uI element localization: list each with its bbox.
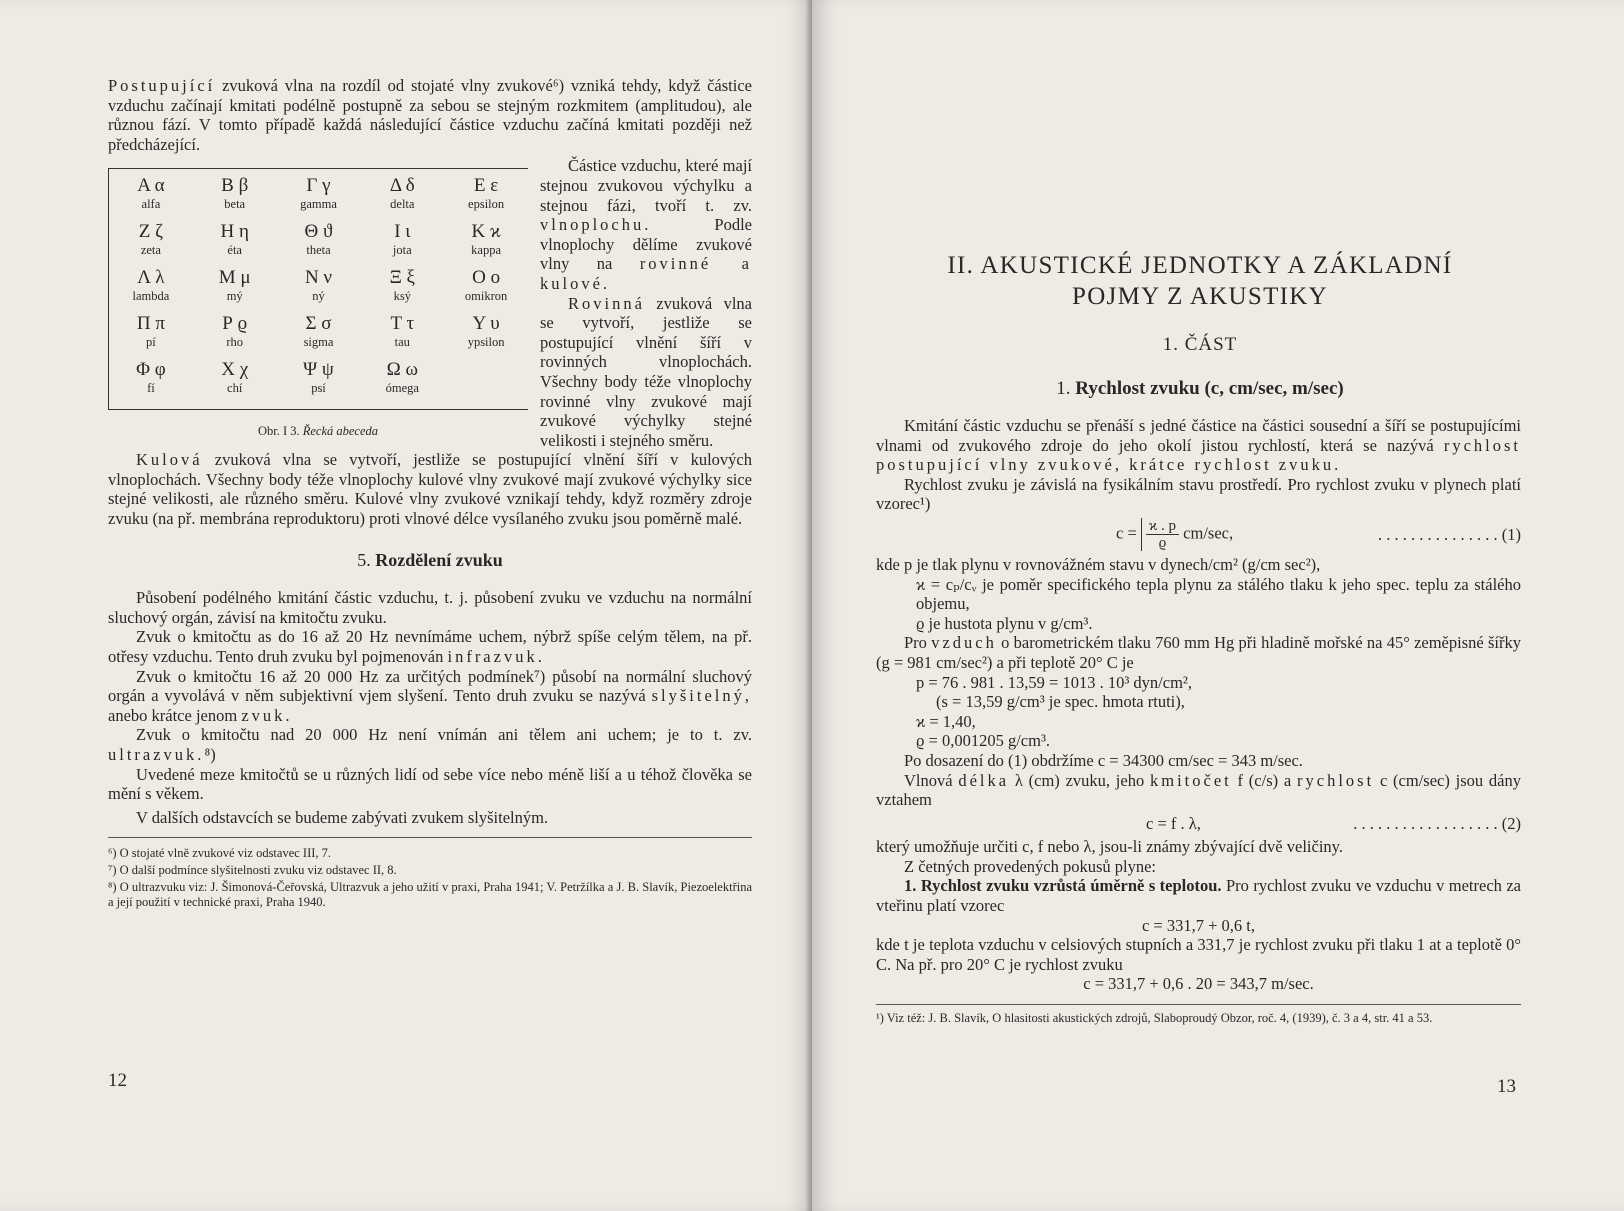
greek-letter-cell <box>109 175 193 219</box>
greek-letter-name: beta <box>224 197 246 212</box>
greek-letter-name: ómega <box>385 381 419 396</box>
greek-letter-symbol: Ο ο <box>472 267 501 289</box>
paragraph-r8: Z četných provedených pokusů plyne: <box>904 856 1157 876</box>
greek-letter-name: ksý <box>393 289 411 304</box>
greek-letter-cell <box>444 221 528 265</box>
greek-letter-name: zeta <box>140 243 161 258</box>
greek-letter-name: ypsilon <box>467 335 505 350</box>
equation-list <box>876 673 1521 751</box>
greek-letter-cell <box>277 175 361 219</box>
subsection-heading: 1. Rychlost zvuku (c, cm/sec, m/sec) <box>1056 378 1344 399</box>
greek-letter-symbol: Ξ ξ <box>389 267 416 289</box>
formula-2: c = f . λ, . . . . . . . . . . . . . . . . . . (2) <box>1146 813 1521 833</box>
paragraph-r5: Po dosazení do (1) obdržíme c = 34300 cm/sec = 343 m/sec. <box>904 750 1303 770</box>
greek-letter-cell <box>277 359 361 403</box>
greek-letter-symbol: Δ δ <box>389 175 415 197</box>
greek-letter-symbol: Λ λ <box>137 267 165 289</box>
greek-letter-cell <box>277 267 361 311</box>
greek-letter-symbol: Ν ν <box>304 267 333 289</box>
greek-letter-symbol: Κ ϰ <box>471 221 501 243</box>
chapter-title: II. AKUSTICKÉ JEDNOTKY A ZÁKLADNÍ POJMY Z AKUSTIKY <box>947 252 1453 310</box>
greek-letter-cell <box>109 221 193 265</box>
greek-letter-symbol: Γ γ <box>306 175 331 197</box>
right-footnotes <box>876 1004 1521 1026</box>
paragraph-r1: Kmitání částic vzduchu se přenáší s jedné částice na částici sousední a šíří se postupujícími vlnami od zvukového zdroje do jeho okolí jistou rychlostí, která se nazývá rychlost postupující vlny zvukové, krátce rychlost zvuku. <box>876 416 1521 475</box>
greek-letter-name: chí <box>227 381 243 396</box>
part-heading: 1. ČÁST <box>1162 334 1238 355</box>
greek-letter-name: lambda <box>132 289 170 304</box>
paragraph-s3: Zvuk o kmitočtu 16 až 20 000 Hz za určitých podmínek⁷) působí na normální sluchový orgán a vyvolává v něm subjektivní vjem slyšení. Tento druh zvuku se nazývá slyšitelný, anebo krátce jenom zvuk. <box>108 666 752 725</box>
greek-letter-name: rho <box>226 335 244 350</box>
paragraph-s1: Působení podélného kmitání částic vzduchu, t. j. působení zvuku ve vzduchu na normální sluchový orgán, závisí na kmitočtu zvuku. <box>108 588 752 627</box>
footnote-7: ⁷) O další podmínce slyšitelnosti zvuku viz odstavec II, 8. <box>108 863 397 878</box>
greek-letter-symbol: Ζ ζ <box>138 221 164 243</box>
paragraph-s6: V dalších odstavcích se budeme zabývati zvukem slyšitelným. <box>136 807 549 827</box>
greek-letter-name: kappa <box>471 243 502 258</box>
left-footnotes <box>108 837 752 910</box>
paragraph-postupujici: Postupující zvuková vlna na rozdíl od stojaté vlny zvukové⁶) vzniká tehdy, když částice vzduchu začínají kmitati podélně postupně za sebou se stejným rozkmitem (amplitudou), ale různou fází. V tomto případě každá následující částice vzduchu začíná kmitati později než předcházející. <box>108 76 752 154</box>
page-number-right: 13 <box>1497 1076 1516 1097</box>
paragraph-r3c: ϱ je hustota plynu v g/cm³. <box>916 613 1093 633</box>
equation-density: ϱ = 0,001205 g/cm³. <box>916 731 1051 751</box>
greek-letter-symbol: Ψ ψ <box>303 359 334 381</box>
greek-letter-name: omikron <box>464 289 508 304</box>
greek-grid <box>109 175 528 403</box>
greek-alphabet-figure <box>108 168 528 442</box>
formula-4: c = 331,7 + 0,6 . 20 = 343,7 m/sec. <box>1083 974 1314 994</box>
greek-letter-symbol: Ε ε <box>473 175 499 197</box>
paragraph-kulova: Kulová zvuková vlna se vytvoří, jestliže se postupující vlnění šíří v kulových vlnoplochách. Všechny body téže vlnoplochy kulové vlny zvukové mají zvukové výchylky sice stejné velikosti, ale různého směru. Kulové vlny zvukové vznikají tehdy, když rozměry zdroje zvuku (na př. membrána reproduktoru) proti vlnové délce vysílaného zvuku jsou poměrně malé. <box>108 450 752 529</box>
greek-letter-cell <box>109 267 193 311</box>
equation-pressure: p = 76 . 981 . 13,59 = 1013 . 10³ dyn/cm², <box>916 672 1192 692</box>
footnote-8: ⁸) O ultrazvuku viz: J. Šimonová-Čeřovská, Ultrazvuk a jeho užití v praxi, Praha 1941; V. Petržílka a J. B. Slavík, Piezoelektřina a její použití v technické praxi, Praha 1940. <box>108 880 752 910</box>
paragraph-r2: Rychlost zvuku je závislá na fysikálním stavu prostředí. Pro rychlost zvuku v plynech platí vzorec¹) <box>876 474 1521 514</box>
greek-letter-cell <box>193 221 277 265</box>
page-number-left: 12 <box>108 1070 127 1091</box>
greek-letter-symbol: Ι ι <box>394 221 411 243</box>
greek-letter-cell <box>360 359 444 403</box>
footnote-6: ⁶) O stojaté vlně zvukové viz odstavec III, 7. <box>108 846 332 861</box>
equation-kappa: ϰ = 1,40, <box>916 711 976 731</box>
greek-letter-name: fí <box>147 381 155 396</box>
greek-letter-symbol: Τ τ <box>390 313 415 335</box>
paragraph-r7: který umožňuje určiti c, f nebo λ, jsou-li známy zbývající dvě veličiny. <box>876 837 1343 857</box>
paragraph-r3b: ϰ = cₚ/cᵥ je poměr specifického tepla plynu za stálého tlaku k jeho spec. teplu za stálého objemu, <box>916 574 1521 614</box>
greek-letter-cell <box>193 175 277 219</box>
greek-letter-symbol: Υ υ <box>472 313 500 335</box>
greek-letter-name: theta <box>306 243 331 258</box>
greek-letter-name: sigma <box>303 335 334 350</box>
greek-letter-cell <box>444 313 528 357</box>
greek-letter-cell <box>360 267 444 311</box>
greek-letter-name: delta <box>390 197 415 212</box>
greek-letter-cell <box>277 221 361 265</box>
paragraph-s5: Uvedené meze kmitočtů se u různých lidí od sebe více nebo méně liší a u téhož člověka se mění s věkem. <box>108 764 752 804</box>
radical-sign: $\frac{ϰ . p}{ϱ}$ <box>1141 518 1179 551</box>
greek-letter-name: alfa <box>141 197 161 212</box>
footnote-1: ¹) Viz též: J. B. Slavík, O hlasitosti akustických zdrojů, Slaboproudý Obzor, roč. 4, (1939), č. 3 a 4, str. 41 a 53. <box>876 1011 1433 1026</box>
formula-3: c = 331,7 + 0,6 t, <box>1141 915 1256 935</box>
greek-letter-symbol: Β β <box>221 175 249 197</box>
right-text-column <box>876 416 1521 1026</box>
paragraph-r10: kde t je teplota vzduchu v celsiových stupních a 331,7 je rychlost zvuku při tlaku 1 at a teplotě 0° C. Na př. pro 20° C je rychlost zvuku <box>876 935 1521 974</box>
greek-letter-cell <box>444 359 528 403</box>
greek-letter-name: jota <box>392 243 412 258</box>
greek-letter-symbol: Π π <box>136 313 165 335</box>
formula-1: c = $\frac{ϰ . p}{ϱ}$ cm/sec, . . . . . . . . . . . . . . . (1) <box>1116 517 1521 551</box>
greek-letter-cell <box>360 221 444 265</box>
greek-letter-name: tau <box>394 335 410 350</box>
equation-mercury: (s = 13,59 g/cm³ je spec. hmota rtuti), <box>936 692 1185 712</box>
greek-alphabet-table <box>108 168 528 410</box>
section-heading: 5. Rozdělení zvuku <box>357 549 503 570</box>
greek-letter-symbol: Χ χ <box>221 359 249 381</box>
greek-letter-cell <box>193 267 277 311</box>
greek-letter-cell <box>360 175 444 219</box>
greek-letter-cell <box>360 313 444 357</box>
greek-letter-name: ný <box>312 289 325 304</box>
greek-letter-symbol: Μ μ <box>218 267 251 289</box>
greek-letter-name: pí <box>146 335 156 350</box>
paragraph-s2: Zvuk o kmitočtu as do 16 až 20 Hz nevnímáme uchem, nýbrž spíše celým tělem, na př. otřesy vzduchu. Tento druh zvuku byl pojmenován infrazvuk. <box>108 627 752 667</box>
greek-letter-cell <box>193 359 277 403</box>
greek-letter-symbol: Ω ω <box>386 359 418 381</box>
greek-letter-symbol: Φ φ <box>136 359 166 381</box>
paragraph-rovinna: Rovinná zvuková vlna se vytvoří, jestliže se postupující vlnění šíří v rovinných vlnoplochách. Všechny body téže vlnoplochy rovinné vlny zvukové mají zvukové výchylky stejné velikosti i stejného směru. <box>540 293 752 450</box>
paragraph-vlnoplocha: Částice vzduchu, které mají stejnou zvukovou výchylku a stejnou fázi, tvoří t. zv. vlnoplochu. Podle vlnoplochy dělíme zvukové vlny na rovinné a kulové. <box>540 156 752 293</box>
greek-letter-cell <box>193 313 277 357</box>
left-text-column <box>108 76 752 912</box>
greek-letter-symbol: Σ σ <box>305 313 332 335</box>
greek-letter-symbol: Ρ ϱ <box>222 313 248 335</box>
greek-letter-name: éta <box>227 243 242 258</box>
greek-letter-name: psí <box>311 381 326 396</box>
greek-letter-name: epsilon <box>468 197 505 212</box>
greek-letter-cell <box>109 313 193 357</box>
paragraph-r4: Pro vzduch o barometrickém tlaku 760 mm Hg při hladině mořské na 45° zeměpisné šířky (g = 981 cm/sec²) a při teplotě 20° C je <box>876 633 1521 672</box>
greek-letter-name: gamma <box>300 197 337 212</box>
greek-letter-symbol: Η η <box>220 221 249 243</box>
greek-letter-cell <box>444 267 528 311</box>
paragraph-r9: 1. Rychlost zvuku vzrůstá úměrně s teplotou. Pro rychlost zvuku ve vzduchu v metrech za vteřinu platí vzorec <box>876 876 1521 916</box>
greek-letter-symbol: Α α <box>137 175 165 197</box>
greek-letter-cell <box>444 175 528 219</box>
figure-caption: Obr. I 3. Řecká abeceda <box>257 424 379 439</box>
paragraph-r3a: kde p je tlak plynu v rovnovážném stavu v dynech/cm² (g/cm sec²), <box>876 554 1321 574</box>
paragraph-s4: Zvuk o kmitočtu nad 20 000 Hz není vnímán ani tělem ani uchem; je to t. zv. ultrazvuk.⁸) <box>108 725 752 764</box>
greek-letter-cell <box>277 313 361 357</box>
greek-letter-symbol: Θ ϑ <box>304 221 333 243</box>
greek-letter-cell <box>109 359 193 403</box>
paragraph-r6: Vlnová délka λ (cm) zvuku, jeho kmitočet f (c/s) a rychlost c (cm/sec) jsou dány vztahem <box>876 770 1521 810</box>
greek-letter-name: mý <box>226 289 243 304</box>
